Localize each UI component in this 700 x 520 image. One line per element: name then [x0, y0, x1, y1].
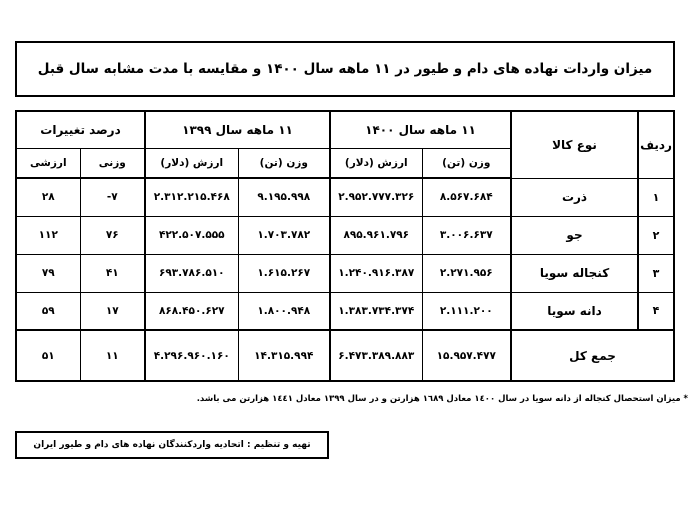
cell-weight-1399: ۱.۶۱۵.۲۶۷ — [238, 254, 330, 292]
cell-weight-1399: ۱.۷۰۳.۷۸۲ — [238, 216, 330, 254]
table-row-soybean-seed — [16, 292, 674, 330]
cell-weight-1399: ۹.۱۹۵.۹۹۸ — [238, 178, 330, 216]
cell-total-label: جمع کل — [511, 330, 674, 381]
cell-value-1399: ۸۶۸.۴۵۰.۶۲۷ — [145, 292, 238, 330]
credit-text: تهیه و تنظیم : اتحادیه واردکنندگان نهاده های دام و طیور ایران — [33, 440, 311, 450]
cell-value-1399: ۴۲۲.۵۰۷.۵۵۵ — [145, 216, 238, 254]
title-box — [15, 41, 675, 97]
header-percent-change: درصد تغییرات — [16, 111, 145, 148]
subheader-value-pct: ارزشی — [16, 148, 80, 178]
table-row-soybean-meal — [16, 254, 674, 292]
cell-value-1399: ۶۹۳.۷۸۶.۵۱۰ — [145, 254, 238, 292]
cell-value-pct: ۵۹ — [16, 292, 80, 330]
header-period-1400: ۱۱ ماهه سال ۱۴۰۰ — [330, 111, 511, 148]
cell-total-weight-pct: ۱۱ — [80, 330, 145, 381]
cell-product-name: ذرت — [511, 178, 638, 216]
table-row-corn — [16, 178, 674, 216]
header-period-1399: ۱۱ ماهه سال ۱۳۹۹ — [145, 111, 330, 148]
cell-total-value-1399: ۴.۲۹۶.۹۶۰.۱۶۰ — [145, 330, 238, 381]
cell-weight-1400: ۸.۵۶۷.۶۸۴ — [422, 178, 511, 216]
subheader-value-1399: ارزش (دلار) — [145, 148, 238, 178]
cell-value-1400: ۱.۳۸۳.۷۳۴.۳۷۴ — [330, 292, 422, 330]
imports-table — [15, 110, 675, 382]
cell-weight-pct: ۱۷ — [80, 292, 145, 330]
cell-total-weight-1400: ۱۵.۹۵۷.۴۷۷ — [422, 330, 511, 381]
cell-weight-1400: ۲.۱۱۱.۲۰۰ — [422, 292, 511, 330]
credit-box — [15, 431, 329, 459]
cell-row-number: ۱ — [638, 178, 674, 216]
cell-weight-pct: ۴۱ — [80, 254, 145, 292]
page-title: میزان واردات نهاده های دام و طیور در ۱۱ ماهه سال ۱۴۰۰ و مقایسه با مدت مشابه سال قبل — [37, 61, 653, 77]
header-row-number: ردیف — [638, 111, 674, 178]
cell-row-number: ۴ — [638, 292, 674, 330]
cell-value-1400: ۸۹۵.۹۶۱.۷۹۶ — [330, 216, 422, 254]
subheader-value-1400: ارزش (دلار) — [330, 148, 422, 178]
cell-value-pct: ۱۱۲ — [16, 216, 80, 254]
table-header-row-groups — [16, 111, 674, 148]
cell-value-1400: ۲.۹۵۲.۷۷۷.۳۲۶ — [330, 178, 422, 216]
cell-weight-1400: ۳.۰۰۶.۶۳۷ — [422, 216, 511, 254]
footnote-text: * میزان استحصال کنجاله از دانه سویا در سال ١٤٠٠ معادل ١٦٨٩ هزارتن و در سال ١٣٩٩ معادل ١٤٤١ هزارتن می باشد. — [196, 394, 688, 404]
cell-row-number: ۲ — [638, 216, 674, 254]
subheader-weight-1400: وزن (تن) — [422, 148, 511, 178]
cell-value-1400: ۱.۲۴۰.۹۱۶.۳۸۷ — [330, 254, 422, 292]
cell-value-pct: ۲۸ — [16, 178, 80, 216]
subheader-weight-1399: وزن (تن) — [238, 148, 330, 178]
header-product-type: نوع کالا — [511, 111, 638, 178]
cell-total-value-pct: ۵۱ — [16, 330, 80, 381]
cell-value-1399: ۲.۳۱۲.۲۱۵.۴۶۸ — [145, 178, 238, 216]
table-row-grand-total — [16, 330, 674, 381]
cell-total-weight-1399: ۱۴.۳۱۵.۹۹۴ — [238, 330, 330, 381]
cell-weight-pct: -۷ — [80, 178, 145, 216]
cell-weight-pct: ۷۶ — [80, 216, 145, 254]
cell-product-name: جو — [511, 216, 638, 254]
cell-row-number: ۳ — [638, 254, 674, 292]
cell-product-name: کنجاله سویا — [511, 254, 638, 292]
subheader-weight-pct: وزنی — [80, 148, 145, 178]
cell-total-value-1400: ۶.۴۷۳.۳۸۹.۸۸۳ — [330, 330, 422, 381]
cell-value-pct: ۷۹ — [16, 254, 80, 292]
table-row-barley — [16, 216, 674, 254]
cell-weight-1400: ۲.۲۷۱.۹۵۶ — [422, 254, 511, 292]
cell-product-name: دانه سویا — [511, 292, 638, 330]
cell-weight-1399: ۱.۸۰۰.۹۴۸ — [238, 292, 330, 330]
